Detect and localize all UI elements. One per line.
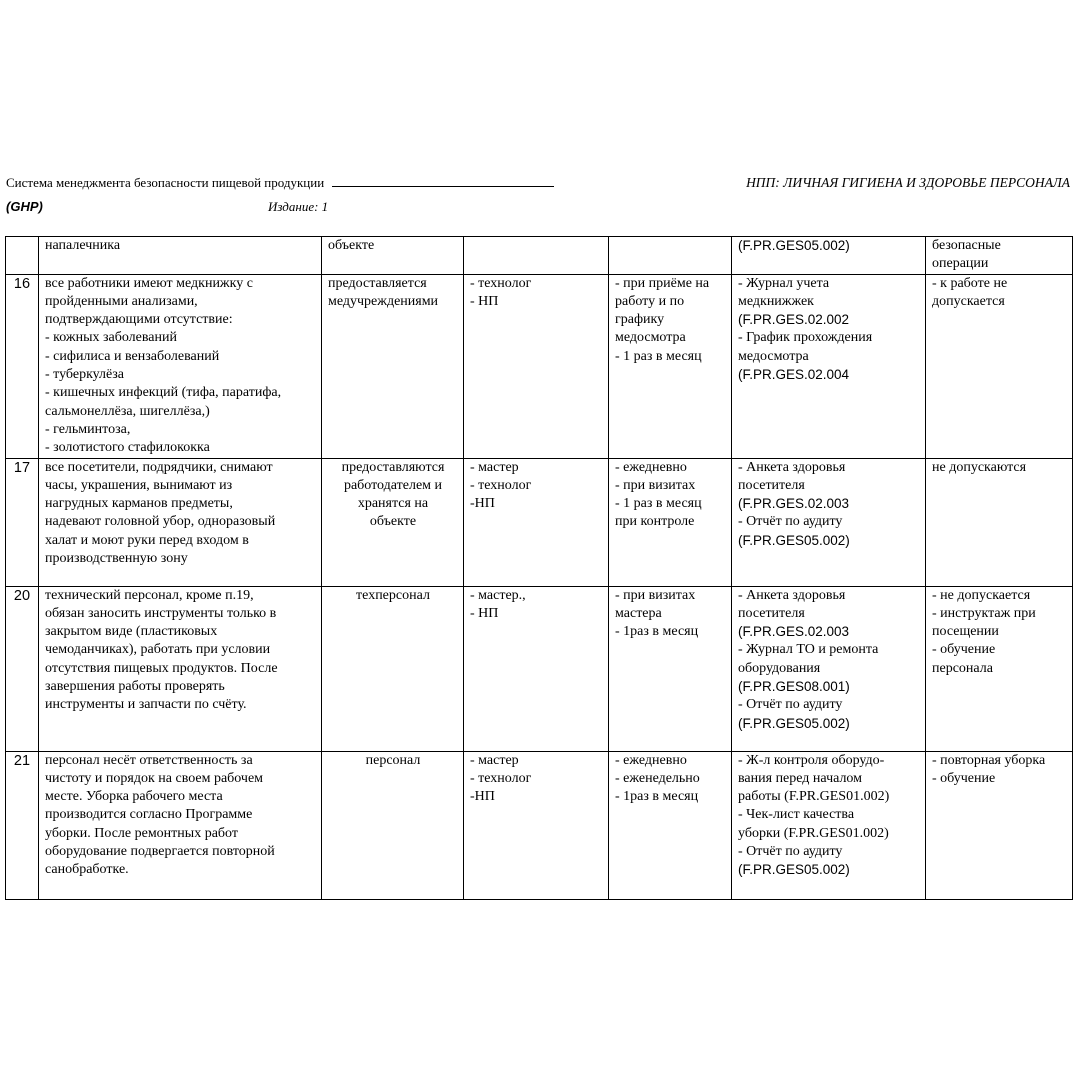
action-cell — [926, 458, 1073, 586]
requirement-cell — [39, 458, 322, 586]
records-cell-line: - Отчёт по аудиту — [738, 514, 843, 530]
requirement-cell-line: уборки. После ремонтных работ — [45, 825, 238, 841]
system-title — [6, 175, 554, 191]
frequency-cell-line: - 1 раз в месяц — [615, 496, 702, 512]
action-cell-line: посещении — [932, 624, 999, 640]
responsible-cell-line: объекте — [328, 238, 375, 253]
records-cell-line: - Отчёт по аудиту — [738, 844, 843, 860]
frequency-cell-line: - 1раз в месяц — [615, 789, 699, 805]
action-cell — [926, 751, 1073, 899]
table-row — [6, 458, 1073, 586]
system-title-text: Система менеджмента безопасности пищевой продукции — [6, 175, 325, 190]
row-number: 16 — [6, 274, 39, 458]
action-cell — [926, 586, 1073, 751]
records-cell-line: - Анкета здоровья — [738, 459, 846, 475]
responsible-cell — [322, 458, 464, 586]
records-cell-line: (F.PR.GES05.002) — [738, 862, 850, 878]
records-cell-line: - Журнал ТО и ремонта — [738, 642, 879, 658]
records-cell-line: вания перед началом — [738, 770, 863, 786]
action-cell-line: допускается — [932, 293, 1005, 309]
edition-label: Издание: 1 — [268, 199, 329, 214]
table-row — [6, 274, 1073, 458]
records-cell — [732, 458, 926, 586]
responsible-cell-line: объекте — [369, 514, 417, 530]
document-code: (GHP) — [6, 199, 43, 214]
frequency-cell — [609, 237, 732, 275]
requirement-cell-line: часы, украшения, вынимают из — [45, 477, 233, 493]
signature-line — [332, 185, 554, 187]
requirement-cell-line: закрытом виде (пластиковых — [45, 624, 218, 640]
records-cell — [732, 586, 926, 751]
who-checks-cell-line: - мастер — [470, 752, 519, 768]
who-checks-cell — [464, 274, 609, 458]
who-checks-cell — [464, 751, 609, 899]
requirement-cell-line: технический персонал, кроме п.19, — [45, 587, 254, 603]
frequency-cell-line: при контроле — [615, 514, 695, 530]
requirement-cell-line: - золотистого стафилококка — [45, 440, 210, 456]
who-checks-cell — [464, 458, 609, 586]
action-cell-line: - инструктаж при — [932, 605, 1036, 621]
records-cell-line: - Ж-л контроля оборудо- — [738, 752, 885, 768]
who-checks-cell-line: - мастер., — [470, 587, 526, 603]
requirement-cell-line: обязан заносить инструменты только в — [45, 605, 277, 621]
frequency-cell-line: - при приёме на — [615, 275, 710, 291]
frequency-cell-line: работу и по — [615, 293, 685, 309]
requirement-cell-line: все работники имеют медкнижку с — [45, 275, 253, 291]
records-cell-line: (F.PR.GES05.002) — [738, 532, 850, 548]
records-cell — [732, 751, 926, 899]
records-cell-line: уборки (F.PR.GES01.002) — [738, 825, 889, 841]
responsible-cell — [322, 751, 464, 899]
who-checks-cell-line: - мастер — [470, 459, 519, 475]
records-cell-line: - Отчёт по аудиту — [738, 697, 843, 713]
table-row — [6, 586, 1073, 751]
action-cell-line: не допускаются — [932, 459, 1027, 475]
requirement-cell-line: подтверждающими отсутствие: — [45, 312, 233, 328]
who-checks-cell — [464, 586, 609, 751]
hygiene-requirements-table — [5, 236, 1073, 900]
row-number: 17 — [6, 458, 39, 586]
who-checks-cell-line: - технолог — [470, 770, 532, 786]
frequency-cell-line: - еженедельно — [615, 770, 700, 786]
records-cell-line: (F.PR.GES05.002) — [738, 715, 850, 731]
requirement-cell-line: - гельминтоза, — [45, 421, 131, 437]
responsible-cell — [322, 586, 464, 751]
records-cell-line: - Анкета здоровья — [738, 587, 846, 603]
row-number — [6, 237, 39, 275]
requirement-cell — [39, 274, 322, 458]
who-checks-cell-line: - технолог — [470, 275, 532, 291]
records-cell-line: посетителя — [738, 605, 805, 621]
who-checks-cell-line: - технолог — [470, 477, 532, 493]
action-cell-line: операции — [932, 256, 989, 272]
frequency-cell-line: медосмотра — [615, 330, 686, 346]
section-title: НПП: ЛИЧНАЯ ГИГИЕНА И ЗДОРОВЬЕ ПЕРСОНАЛА — [746, 175, 1070, 190]
requirement-cell-line: надевают головной убор, одноразовый — [45, 514, 276, 530]
records-cell-line: (F.PR.GES.02.003 — [738, 624, 850, 640]
records-cell-line: - График прохождения — [738, 330, 873, 346]
records-cell-line: работы (F.PR.GES01.002) — [738, 789, 890, 805]
responsible-cell — [322, 237, 464, 275]
requirement-cell-line: - сифилиса и вензаболеваний — [45, 348, 220, 364]
frequency-cell — [609, 458, 732, 586]
requirement-cell-line: оборудование подвергается повторной — [45, 844, 275, 860]
action-cell — [926, 237, 1073, 275]
requirement-cell-line: производится согласно Программе — [45, 807, 253, 823]
frequency-cell — [609, 274, 732, 458]
who-checks-cell-line: -НП — [470, 496, 495, 512]
frequency-cell-line: - ежедневно — [615, 752, 687, 768]
records-cell-line: медосмотра — [738, 348, 809, 364]
records-cell-line: (F.PR.GES.02.004 — [738, 367, 850, 383]
records-cell-line: (F.PR.GES.02.002 — [738, 312, 850, 328]
responsible-cell-line: хранятся на — [357, 496, 429, 512]
requirement-cell-line: чистоту и порядок на своем рабочем — [45, 770, 264, 786]
who-checks-cell-line: - НП — [470, 605, 499, 621]
row-number: 21 — [6, 751, 39, 899]
frequency-cell-line: - при визитах — [615, 477, 696, 493]
requirement-cell-line: отсутствия пищевых продуктов. После — [45, 660, 278, 676]
requirement-cell-line: - кишечных инфекций (тифа, паратифа, — [45, 385, 282, 401]
requirement-cell-line: напалечника — [45, 238, 121, 253]
frequency-cell-line: графику — [615, 312, 665, 328]
requirement-cell-line: нагрудных карманов предметы, — [45, 496, 233, 512]
responsible-cell-line: техперсонал — [356, 587, 430, 603]
requirement-cell-line: все посетители, подрядчики, снимают — [45, 459, 273, 475]
responsible-cell-line: предоставляются — [341, 459, 445, 475]
records-cell-line: (F.PR.GES08.001) — [738, 679, 850, 695]
requirement-cell-line: производственную зону — [45, 551, 188, 567]
frequency-cell-line: - ежедневно — [615, 459, 687, 475]
records-cell-line: (F.PR.GES.02.003 — [738, 496, 850, 512]
frequency-cell — [609, 751, 732, 899]
requirement-cell-line: - кожных заболеваний — [45, 330, 177, 346]
records-cell — [732, 237, 926, 275]
frequency-cell-line: - 1 раз в месяц — [615, 348, 702, 364]
records-cell — [732, 274, 926, 458]
requirement-cell-line: - туберкулёза — [45, 367, 124, 383]
requirement-cell-line: санобработке. — [45, 862, 129, 878]
row-number: 20 — [6, 586, 39, 751]
requirement-cell-line: завершения работы проверять — [45, 679, 225, 695]
requirement-cell-line: месте. Уборка рабочего места — [45, 789, 223, 805]
who-checks-cell-line: -НП — [470, 789, 495, 805]
action-cell-line: - к работе не — [932, 275, 1008, 291]
who-checks-cell-line: - НП — [470, 293, 499, 309]
records-cell-line: медкнижжек — [738, 293, 814, 309]
responsible-cell-line: предоставляется — [328, 275, 427, 291]
action-cell-line: - обучение — [932, 770, 996, 786]
frequency-cell-line: - 1раз в месяц — [615, 624, 699, 640]
responsible-cell-line: работодателем и — [343, 477, 443, 493]
table-row — [6, 751, 1073, 899]
records-cell-line: - Журнал учета — [738, 275, 830, 291]
requirement-cell-line: сальмонеллёза, шигеллёза,) — [45, 403, 210, 419]
action-cell-line: безопасные — [932, 238, 1001, 253]
action-cell-line: - обучение — [932, 642, 996, 658]
requirement-cell — [39, 237, 322, 275]
frequency-cell-line: мастера — [615, 605, 662, 621]
requirement-cell-line: халат и моют руки перед входом в — [45, 532, 249, 548]
frequency-cell — [609, 586, 732, 751]
requirement-cell — [39, 586, 322, 751]
responsible-cell-line: медучреждениями — [328, 293, 439, 309]
action-cell-line: - не допускается — [932, 587, 1031, 603]
records-cell-line: посетителя — [738, 477, 805, 493]
action-cell-line: персонала — [932, 660, 993, 676]
requirement-cell-line: чемоданчиках), работать при условии — [45, 642, 271, 658]
who-checks-cell — [464, 237, 609, 275]
action-cell — [926, 274, 1073, 458]
requirement-cell — [39, 751, 322, 899]
action-cell-line: - повторная уборка — [932, 752, 1046, 768]
records-cell-line: - Чек-лист качества — [738, 807, 855, 823]
frequency-cell-line: - при визитах — [615, 587, 696, 603]
responsible-cell — [322, 274, 464, 458]
records-cell-line: оборудования — [738, 660, 821, 676]
records-cell-line: (F.PR.GES05.002) — [738, 238, 850, 253]
requirement-cell-line: пройденными анализами, — [45, 293, 198, 309]
responsible-cell-line: персонал — [365, 752, 421, 768]
requirement-cell-line: инструменты и запчасти по счёту. — [45, 697, 247, 713]
table-row — [6, 237, 1073, 275]
requirement-cell-line: персонал несёт ответственность за — [45, 752, 253, 768]
